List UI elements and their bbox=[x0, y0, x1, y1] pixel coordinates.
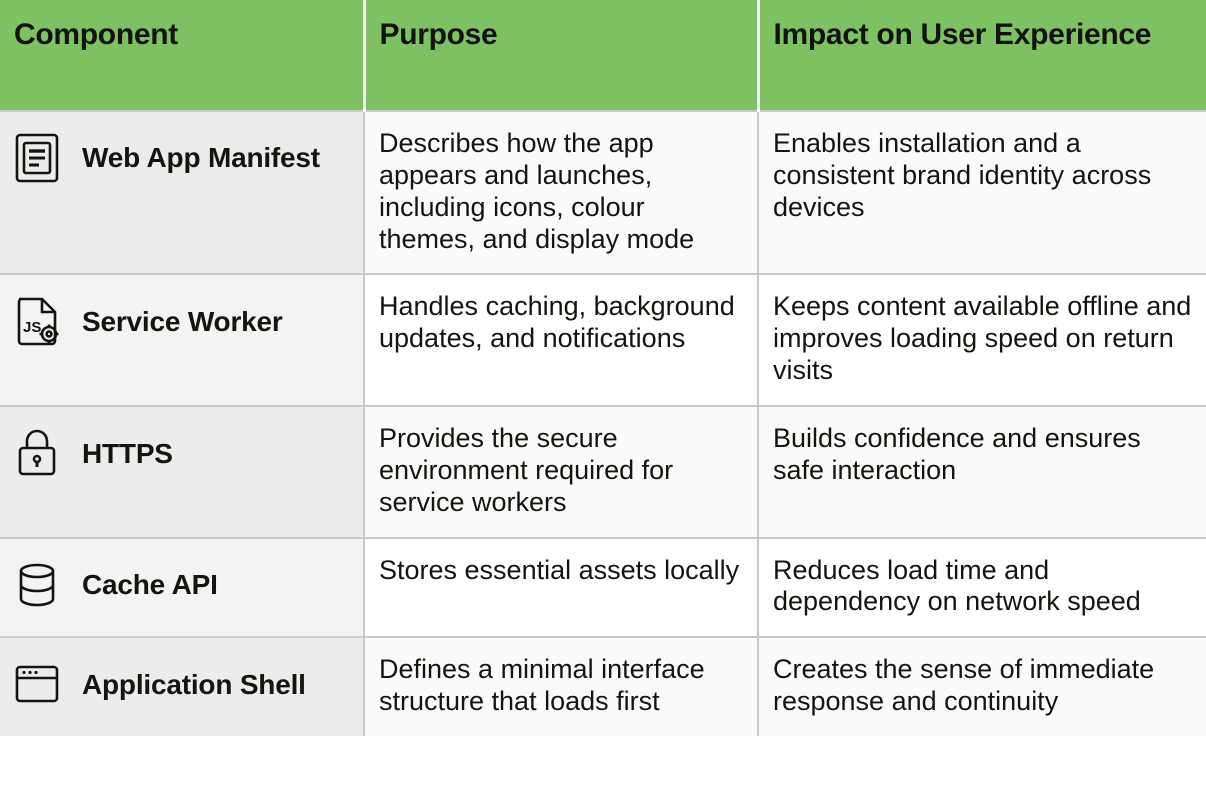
table-header bbox=[0, 0, 1206, 111]
table-row bbox=[0, 637, 1206, 736]
cell-impact: Reduces load time and dependency on network speed bbox=[758, 538, 1206, 638]
component-label: Application Shell bbox=[82, 668, 306, 700]
cell-purpose: Describes how the app appears and launches, including icons, colour themes, and display mode bbox=[364, 111, 758, 274]
svg-text:JS: JS bbox=[23, 319, 42, 337]
table-row bbox=[0, 538, 1206, 638]
column-header-purpose: Purpose bbox=[364, 0, 758, 111]
table-header-row bbox=[0, 0, 1206, 111]
cell-component bbox=[0, 538, 364, 638]
table-body bbox=[0, 111, 1206, 736]
browser-window-icon bbox=[8, 655, 66, 713]
cell-component bbox=[0, 111, 364, 274]
table-row bbox=[0, 111, 1206, 274]
cell-purpose: Provides the secure environment required for service workers bbox=[364, 406, 758, 538]
cell-impact: Builds confidence and ensures safe interaction bbox=[758, 406, 1206, 538]
cell-component bbox=[0, 406, 364, 538]
js-file-gear-icon bbox=[8, 292, 66, 350]
component-label: Cache API bbox=[82, 569, 218, 601]
document-lines-icon bbox=[8, 129, 66, 187]
cell-component bbox=[0, 274, 364, 406]
cell-impact: Keeps content available offline and improves loading speed on return visits bbox=[758, 274, 1206, 406]
column-header-component: Component bbox=[0, 0, 364, 111]
column-header-impact: Impact on User Experience bbox=[758, 0, 1206, 111]
table-row bbox=[0, 406, 1206, 538]
component-label: Web App Manifest bbox=[82, 142, 320, 174]
component-label: Service Worker bbox=[82, 305, 283, 337]
cell-purpose: Handles caching, background updates, and notifications bbox=[364, 274, 758, 406]
cell-purpose: Defines a minimal interface structure that loads first bbox=[364, 637, 758, 736]
cell-component bbox=[0, 637, 364, 736]
cell-purpose: Stores essential assets locally bbox=[364, 538, 758, 638]
component-label: HTTPS bbox=[82, 437, 173, 469]
cell-impact: Creates the sense of immediate response and continuity bbox=[758, 637, 1206, 736]
table-row bbox=[0, 274, 1206, 406]
cell-impact: Enables installation and a consistent brand identity across devices bbox=[758, 111, 1206, 274]
padlock-icon bbox=[8, 424, 66, 482]
database-cylinder-icon bbox=[8, 556, 66, 614]
